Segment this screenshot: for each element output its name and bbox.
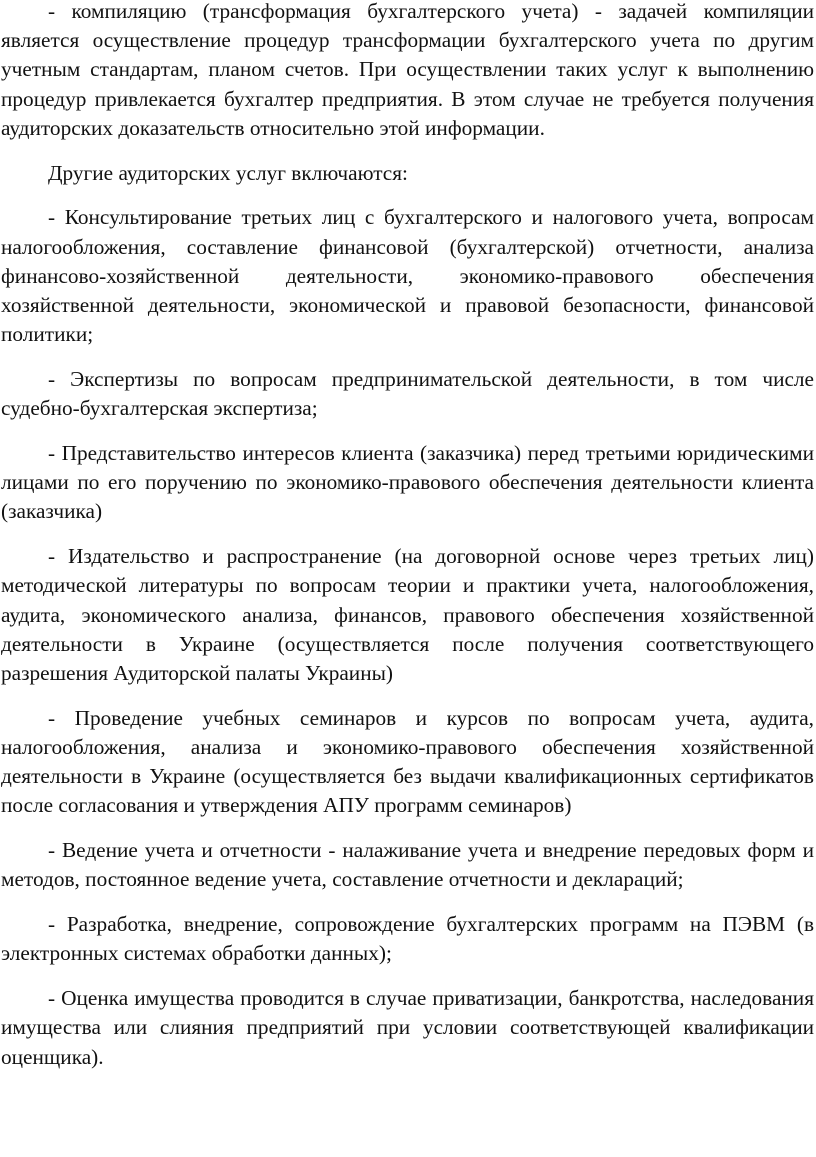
paragraph-expertise: - Экспертизы по вопросам предпринимательской деятельности, в том числе судебно-бухгалтерская экспертиза; bbox=[1, 367, 814, 421]
paragraph-software: - Разработка, внедрение, сопровождение бухгалтерских программ на ПЭВМ (в электронных системах обработки данных); bbox=[1, 912, 814, 966]
paragraph-compilation: - компиляцию (трансформация бухгалтерского учета) - задачей компиляции является осуществление процедур трансформации бухгалтерского учета по другим учетным стандартам, планом счетов. При осуществлении таких услуг к выполнению процедур привлекается бухгалтер предприятия. В этом случае не требуется получения аудиторских доказательств относительно этой информации. bbox=[1, 0, 814, 140]
paragraph-seminars: - Проведение учебных семинаров и курсов по вопросам учета, аудита, налогообложения, анализа и экономико-правового обеспечения хозяйственной деятельности в Украине (осуществляется без выдачи квалификационных сертификатов после согласования и утверждения АПУ программ семинаров) bbox=[1, 705, 814, 818]
paragraph-consulting: - Консультирование третьих лиц с бухгалтерского и налогового учета, вопросам налогообложения, составление финансовой (бухгалтерской) отчетности, анализа финансово-хозяйственной деятельности, экономико-правового обеспечения хозяйственной деятельности, экономической и правовой безопасности, финансовой политики; bbox=[1, 205, 814, 347]
paragraph-representation: - Представительство интересов клиента (заказчика) перед третьими юридическими лицами по его поручению по экономико-правового обеспечения деятельности клиента (заказчика) bbox=[1, 441, 814, 524]
paragraph-valuation: - Оценка имущества проводится в случае приватизации, банкротства, наследования имущества или слияния предприятий при условии соответствующей квалификации оценщика). bbox=[1, 986, 814, 1069]
paragraph-accounting: - Ведение учета и отчетности - налаживание учета и внедрение передовых форм и методов, постоянное ведение учета, составление отчетности и деклараций; bbox=[1, 838, 814, 892]
paragraph-publishing: - Издательство и распространение (на договорной основе через третьих лиц) методической литературы по вопросам теории и практики учета, налогообложения, аудита, экономического анализа, финансов, правового обеспечения хозяйственной деятельности в Украине (осуществляется после получения соответствующего разрешения Аудиторской палаты Украины) bbox=[1, 544, 814, 686]
paragraph-other-services-intro: Другие аудиторских услуг включаются: bbox=[48, 160, 408, 185]
